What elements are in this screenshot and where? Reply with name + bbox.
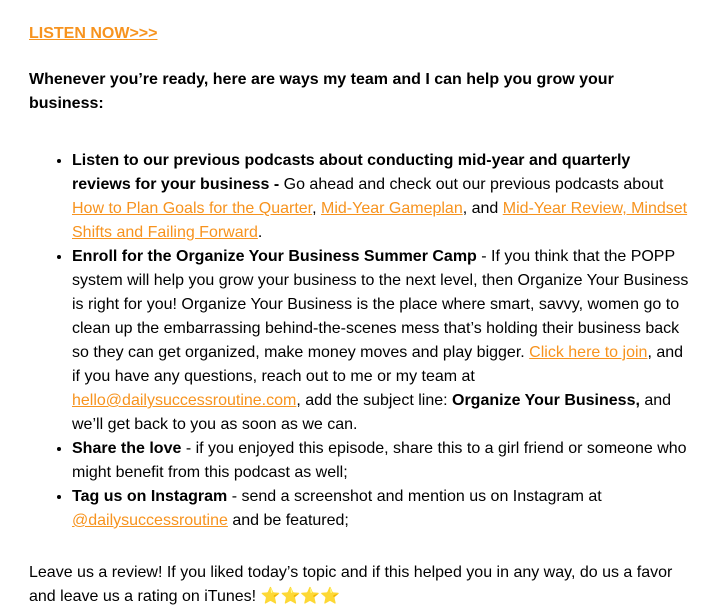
- quarter-goals-link[interactable]: How to Plan Goals for the Quarter: [72, 200, 313, 217]
- mid-year-review-link[interactable]: Mid-Year Review, Mindset Shifts and Failing Forward: [72, 200, 688, 241]
- email-link[interactable]: hello@dailysuccessroutine.com: [72, 392, 297, 409]
- click-here-to-join-link[interactable]: Click here to join: [529, 344, 648, 361]
- summer-camp-title: Enroll for the Organize Your Business Summer Camp: [72, 248, 477, 265]
- period: .: [257, 224, 263, 241]
- instagram-handle-link[interactable]: @dailysuccessroutine: [72, 512, 228, 529]
- subject-line: Organize Your Business,: [452, 392, 640, 409]
- summer-camp-text-2: , and if you have any questions, reach out to me or my team at: [72, 344, 684, 385]
- help-list: [29, 149, 689, 533]
- summer-camp-text-4: and we’ll get back to you as soon as we can.: [72, 392, 672, 433]
- summer-camp-text: - If you think that the POPP system will help you grow your business to the next level, then Organize Your Business is right for you! Organize Your Business is the place where smart, savvy, women go to clean up the embarrassing behind-the-scenes mess that’s holding their business back so they can get organized, make money moves and play bigger.: [72, 248, 689, 361]
- instagram-text-2: and be featured;: [227, 512, 349, 529]
- share-text: - if you enjoyed this episode, share this to a girl friend or someone who might benefit from this podcast as well;: [72, 440, 687, 481]
- separator: ,: [312, 200, 322, 217]
- review-request: Leave us a review! If you liked today’s topic and if this helped you in any way, do us a favor and leave us a rating on iTunes!: [29, 564, 673, 605]
- outro-text: [29, 561, 689, 609]
- podcasts-title: Listen to our previous podcasts about conducting mid-year and quarterly reviews for your business -: [72, 152, 631, 193]
- summer-camp-text-3: , add the subject line:: [296, 392, 452, 409]
- mid-year-gameplan-link[interactable]: Mid-Year Gameplan: [321, 200, 463, 217]
- listen-now-link[interactable]: LISTEN NOW>>>: [29, 25, 158, 42]
- intro-text: Whenever you’re ready, here are ways my team and I can help you grow your business:: [29, 71, 614, 112]
- star-rating-icon: ⭐⭐⭐⭐: [260, 588, 341, 605]
- podcasts-text: Go ahead and check out our previous podcasts about: [279, 176, 664, 193]
- share-title: Share the love: [72, 440, 182, 457]
- list-item-instagram: [72, 485, 689, 533]
- list-item-podcasts: [72, 149, 689, 245]
- instagram-text: - send a screenshot and mention us on Instagram at: [227, 488, 602, 505]
- list-item-summer-camp: [72, 245, 689, 437]
- list-item-share: [72, 437, 689, 485]
- instagram-title: Tag us on Instagram: [72, 488, 228, 505]
- separator: , and: [462, 200, 503, 217]
